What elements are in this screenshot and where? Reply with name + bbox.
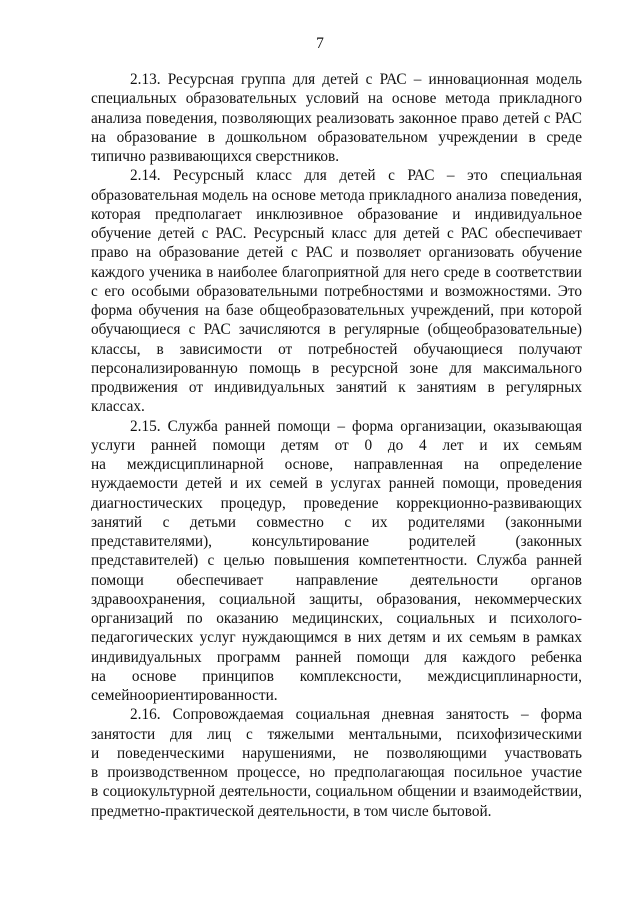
paragraph-2-16: [91, 705, 582, 821]
text-line: обучение детей с РАС. Ресурсный класс для детей с РАС обеспечивает: [91, 225, 582, 242]
text-line: на основе принципов комплексности, междисциплинарности,: [91, 667, 582, 685]
text-line: услуги ранней помощи детям от 0 до 4 лет и их семьям: [91, 436, 582, 454]
text-line: типично развивающихся сверстников.: [91, 148, 340, 165]
paragraph-2-13: [91, 70, 582, 166]
text-line: право на образование детей с РАС и позволяет организовать обучение: [91, 244, 582, 262]
document-body: [91, 70, 582, 821]
page-number: 7: [316, 35, 324, 52]
text-line: семейноориентированности.: [91, 687, 278, 704]
text-line: представителями), консультирование родителей (законных: [91, 533, 582, 550]
text-line: образовательная модель на основе метода прикладного анализа поведения,: [91, 186, 582, 204]
text-line: форма обучения на базе общеобразовательных учреждений, при которой: [91, 302, 582, 319]
text-line: занятий с детьми совместно с их родителями (законными: [91, 513, 582, 531]
text-line: с его особыми образовательными потребностями и возможностями. Это: [91, 282, 582, 300]
text-line: педагогических услуг нуждающимся в них детям и их семьям в рамках: [91, 629, 582, 647]
text-line: здравоохранения, социальной защиты, образования, некоммерческих: [91, 590, 582, 608]
text-line: классы, в зависимости от потребностей обучающиеся получают: [91, 340, 582, 358]
paragraph-2-14: [91, 166, 582, 416]
text-line: нуждаемости детей и их семей в услугах ранней помощи, проведения: [91, 475, 582, 493]
text-line: 2.15. Служба ранней помощи – форма организации, оказывающая: [130, 417, 582, 435]
text-line: персонализированную помощь в ресурсной зоне для максимального: [91, 359, 582, 377]
text-line: и поведенческими нарушениями, не позволяющими участвовать: [91, 744, 582, 762]
text-line: диагностических процедур, проведение коррекционно-развивающих: [91, 494, 582, 512]
text-line: продвижения от индивидуальных занятий к занятиям в регулярных: [91, 379, 582, 396]
text-line: специальных образовательных условий на основе метода прикладного: [91, 90, 582, 108]
text-line: 2.14. Ресурсный класс для детей с РАС – это специальная: [130, 167, 582, 185]
text-line: представителей) с целью повышения компетентности. Служба ранней: [91, 552, 582, 570]
text-line: 2.13. Ресурсная группа для детей с РАС – инновационная модель: [130, 71, 582, 88]
text-line: занятости для лиц с тяжелыми ментальными, психофизическими: [91, 725, 582, 743]
text-line: 2.16. Сопровождаемая социальная дневная занятость – форма: [130, 706, 582, 724]
text-line: обучающиеся с РАС зачисляются в регулярные (общеобразовательные): [91, 321, 582, 339]
text-line: в производственном процессе, но предполагающая посильное участие: [91, 764, 582, 781]
text-line: в социокультурной деятельности, социальном общении и взаимодействии,: [91, 783, 582, 801]
text-line: на образование в дошкольном образовательном учреждении в среде: [91, 128, 582, 146]
paragraph-2-15: [91, 417, 582, 706]
text-line: каждого ученика в наиболее благоприятной для него среде в соответствии: [91, 263, 582, 281]
text-line: анализа поведения, позволяющих реализовать законное право детей с РАС: [91, 109, 582, 127]
text-line: помощи обеспечивает направление деятельности органов: [91, 571, 582, 589]
text-line: на междисциплинарной основе, направленная на определение: [91, 456, 582, 473]
text-line: классах.: [91, 398, 145, 416]
text-line: индивидуальных программ ранней помощи для каждого ребенка: [91, 648, 582, 666]
text-line: организаций по оказанию медицинских, социальных и психолого-: [91, 610, 582, 627]
text-line: предметно-практической деятельности, в том числе бытовой.: [91, 802, 492, 820]
text-line: которая предполагает инклюзивное образование и индивидуальное: [91, 205, 582, 223]
